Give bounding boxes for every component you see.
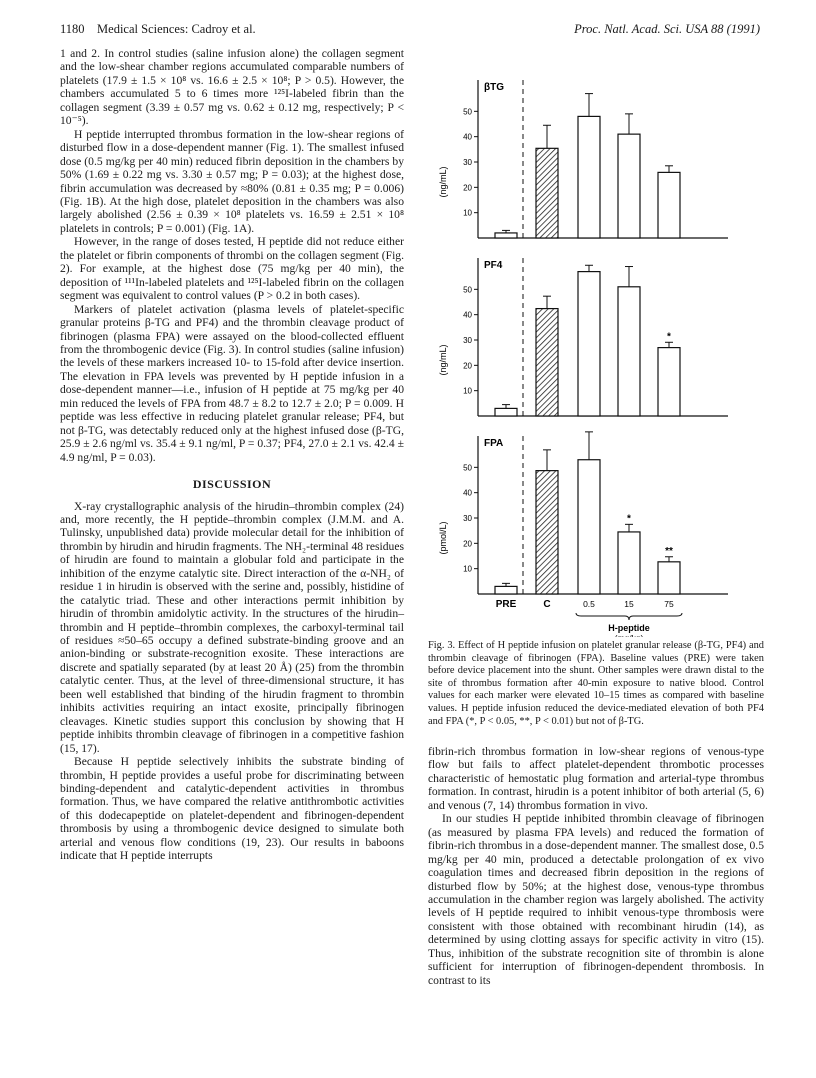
x-tick-label: 0.5 (583, 599, 595, 609)
left-column (60, 47, 404, 863)
y-axis-label: (pmol/L) (438, 521, 448, 555)
paragraph: 1 and 2. In control studies (saline infusion alone) the collagen segment and the low-shear chamber regions accumulated comparable numbers of platelets (17.9 ± 1.5 × 10⁸ vs. 16.6 ± 2.5 × 10⁸; P > 0.5). However, the chambers accumulated 5 to 6 times more ¹²⁵I-labeled fibrin than the collagen segment (3.39 ± 0.57 mg vs. 0.62 ± 0.12 mg, respectively; P < 10⁻⁵). (60, 47, 404, 128)
header-left: 1180 Medical Sciences: Cadroy et al. (60, 22, 256, 36)
paragraph: However, in the range of doses tested, H peptide did not reduce either the platelet or fibrin components of thrombi on the collagen segment (Fig. 2). For example, at the highest dose (75 mg/kg per 40 min), the deposition of ¹¹¹In-labeled platelets and ¹²⁵I-labeled fibrin on the collagen segment was equivalent to control values (P > 0.2 in both cases). (60, 235, 404, 303)
y-tick-label: 50 (463, 463, 472, 473)
bar (536, 471, 558, 594)
paragraph: Because H peptide selectively inhibits the substrate binding of thrombin, H peptide provides a useful probe for discriminating between binding-dependent and catalytic-dependent activities in thrombus formation. Thus, we have compared the relative antithrombotic activities of this dodecapeptide on platelet-dependent and fibrinogen-dependent thrombosis by using a thrombogenic device designed to simulate both arterial and venous flow conditions (19, 23). Our results in baboons indicate that H peptide interrupts (60, 755, 404, 863)
group-unit (615, 633, 644, 637)
significance-marker: * (667, 331, 671, 343)
bar (578, 272, 600, 416)
paragraph: H peptide interrupted thrombus formation in the low-shear regions of disturbed flow in a dose-dependent manner (Fig. 1). The smallest infused dose (0.5 mg/kg per 40 min) reduced fibrin deposition in the chambers by 50% (1.69 ± 0.22 mg vs. 3.30 ± 0.57 mg; P = 0.03); at the highest dose, fibrin accumulation was decreased by ≈80% (0.81 ± 0.35 mg; P = 0.006) (Fig. 1B). At the high dose, platelet deposition in the chambers was also largely abolished (2.56 ± 0.39 × 10⁸ platelets vs. 16.59 ± 2.51 × 10⁸ platelets in controls; P = 0.001) (Fig. 1A). (60, 127, 404, 235)
paragraph: Markers of platelet activation (plasma levels of platelet-specific granular proteins β-TG and PF4) and the thrombin cleavage product of fibrinogen (plasma FPA) were assayed on the blood-collected effluent from the thrombogenic device (Fig. 3). In control studies (saline infusion) the levels of these markers increased 10- to 15-fold after device insertion. The elevation in FPA levels was prevented by H peptide infusion in a dose-dependent manner—i.e., infusion of H peptide at 75 mg/kg per 40 min reduced the levels of FPA from 48.7 ± 8.2 to 12.7 ± 2.0; P = 0.009. H peptide was less effective in reducing platelet granular release; PF4, but not β-TG, was detectably reduced only at the highest infused dose (β-TG, 25.9 ± 2.6 ng/ml vs. 35.4 ± 9.1 ng/ml, P = 0.37; PF4, 27.0 ± 2.1 vs. 42.4 ± 4.9 ng/ml, P = 0.03). (60, 302, 404, 464)
y-tick-label: 10 (463, 564, 472, 574)
x-tick-label: C (543, 599, 551, 610)
significance-marker: * (627, 513, 631, 525)
paragraph: In our studies H peptide inhibited thrombin cleavage of fibrinogen (as measured by plasma FPA levels) and reduced the formation of fibrin-rich thrombus in a dose-dependent manner. The smallest dose, 0.5 mg/kg per 40 min, produced a detectable prolongation of ex vivo coagulation times and decreased fibrin deposition in the regions of disturbed flow by 50%; at the highest dose, venous-type thrombus accumulation in the chamber region was largely abolished. The activity levels of H peptide required to inhibit venous-type thrombosis were consistent with those obtained with recombinant hirudin (14), as determined by using clotting assays for specific activity in vitro (15). Thus, inhibition of the substrate recognition site of thrombin is alone sufficient for interruption of fibrinogen-dependent thrombosis. In contrast to its (428, 812, 764, 987)
y-tick-label: 40 (463, 310, 472, 320)
bar (536, 148, 558, 238)
y-tick-label: 30 (463, 336, 472, 345)
y-axis-label: (ng/mL) (438, 344, 448, 376)
paragraph: X-ray crystallographic analysis of the hirudin–thrombin complex (24) and, more recently, the H peptide–thrombin complex (J.M.M. and A. Tulinsky, unpublished data) provide molecular detail for the inhibition of thrombin by hirudin and hirudin fragments. The NH₂-terminal 48 residues of hirudin are found to maintain a globular fold and participate in the inhibition of the enzyme catalytic site. Direct interaction of the α-NH₂ of residue 1 in hirudin is observed with the serine and, possibly, histidine of the catalytic triad. These and other interactions permit inhibition by hirudin of thrombin amidolytic activity. In the structures of the hirudin–thrombin and H peptide–thrombin complexes, the carboxyl-terminal tail of residues ≈50–65 occupy a defined substrate-binding groove and an anion-binding or substrate-recognition exosite. These interactions are discrete and spatially separated (by at least 20 Å) (25) from the thrombin catalytic center. Thus, at the level of three-dimensional structure, it has been well established that binding of the hirudin fragment to thrombin inhibits activities requiring an intact exosite, principally fibrinogen cleavages. Kinetic studies support this conclusion by showing that H peptide inhibits thrombin cleavage of fibrinogen in a competitive fashion (15, 17). (60, 499, 404, 755)
figure-caption: Fig. 3. Effect of H peptide infusion on platelet granular release (β-TG, PF4) and thrombin cleavage of fibrinogen (FPA). Baseline values (PRE) were taken before device placement into the shunt. Other samples were drawn distal to the site of thrombus formation after 40-min exposure to native blood. Control values for each marker were elevated 10–15 times as compared with baseline values. H peptide infusion reduced the device-mediated elevation of both PF4 and FPA (*, P < 0.05, **, P < 0.01) but not of β-TG. (428, 640, 764, 727)
bar (495, 586, 517, 594)
x-tick-label: 75 (664, 599, 674, 609)
dose-bracket (576, 613, 682, 620)
y-tick-label: 10 (463, 386, 472, 396)
group-label: H-peptide (608, 623, 650, 633)
y-tick-label: 40 (463, 488, 472, 498)
figure-3 (428, 72, 764, 637)
bar (495, 408, 517, 416)
significance-marker: ** (665, 545, 673, 557)
bar (578, 116, 600, 238)
y-tick-label: 10 (463, 208, 472, 218)
section-heading: DISCUSSION (192, 477, 272, 492)
y-tick-label: 20 (463, 539, 472, 549)
bar (578, 460, 600, 594)
y-tick-label: 30 (463, 514, 472, 523)
figure-3-chart (428, 72, 764, 637)
x-tick-label: 15 (624, 599, 634, 609)
header-right: Proc. Natl. Acad. Sci. USA 88 (1991) (574, 22, 760, 36)
bar (495, 233, 517, 238)
bar (536, 309, 558, 416)
y-tick-label: 30 (463, 158, 472, 167)
panel-label: PF4 (484, 260, 503, 271)
bar (618, 287, 640, 416)
running-header (60, 22, 760, 38)
y-tick-label: 50 (463, 285, 472, 295)
y-tick-label: 40 (463, 132, 472, 142)
y-axis-label: (ng/mL) (438, 166, 448, 198)
paragraph: fibrin-rich thrombus formation in low-shear regions of venous-type flow but fails to affect platelet-dependent thrombotic processes characteristic of hemostatic plug formation and arterial-type thrombus formation. In contrast, hirudin is a potent inhibitor of both arterial (5, 6) and venous (7, 14) thrombus formation in vivo. (428, 745, 764, 812)
panel-label: βTG (484, 82, 504, 93)
y-tick-label: 20 (463, 183, 472, 193)
bar (658, 172, 680, 238)
y-tick-label: 50 (463, 107, 472, 117)
right-column (428, 745, 764, 987)
panel-label: FPA (484, 438, 504, 449)
bar (618, 134, 640, 238)
x-tick-label: PRE (495, 599, 517, 610)
bar (618, 532, 640, 594)
bar (658, 348, 680, 416)
bar (658, 562, 680, 594)
y-tick-label: 20 (463, 361, 472, 371)
